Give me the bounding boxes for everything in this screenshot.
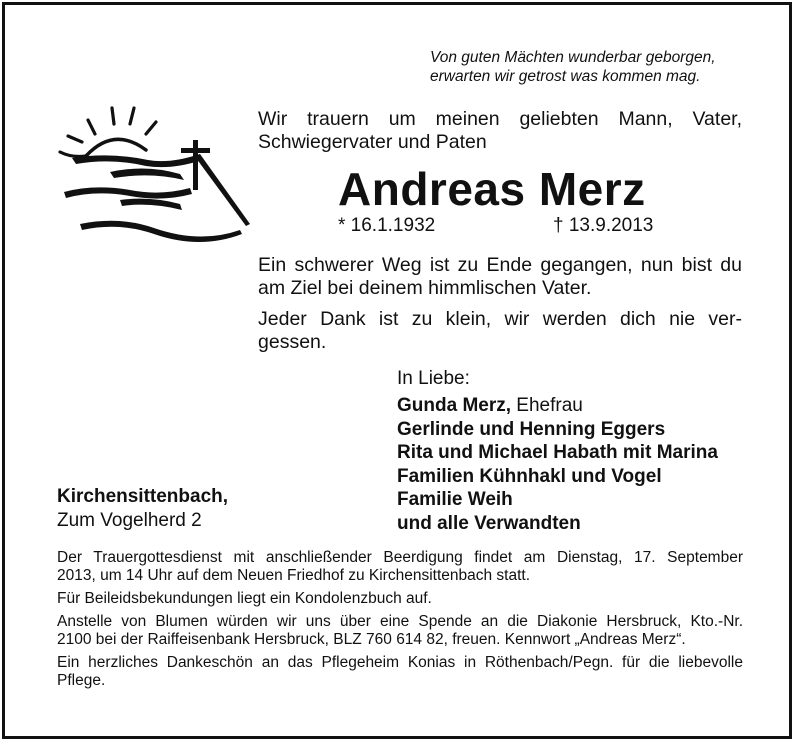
thanks-note (57, 654, 743, 690)
mourner-name: und alle Verwandten (397, 512, 581, 534)
address-block (57, 485, 228, 532)
note-line: Für Beileidsbekundungen liegt ein Kondolenzbuch auf. (57, 590, 432, 607)
motto-quote (430, 48, 730, 86)
note-line: Pflege. (57, 672, 106, 689)
service-note (57, 549, 743, 585)
condolence-note (57, 590, 743, 608)
mourner-name: Familie Weih (397, 489, 513, 510)
mourner-name: Gunda Merz, (397, 395, 512, 416)
death-date: † 13.9.2013 (553, 215, 654, 236)
motto-line: erwarten wir getrost was kommen mag. (430, 68, 701, 85)
motto-line: Von guten Mächten wunderbar geborgen, (430, 49, 716, 66)
intro-line: Wir trauern um meinen geliebten Mann, Vater, (258, 108, 742, 130)
intro-line: Schwiegervater und Paten (258, 131, 487, 153)
deceased-name: Andreas Merz (338, 163, 646, 215)
note-line: 2013, um 14 Uhr auf dem Neuen Friedhof zu Kirchensittenbach statt. (57, 567, 531, 584)
mourner-name: Rita und Michael Habath mit Marina (397, 442, 718, 463)
notes-block (57, 549, 743, 695)
mourner-item (397, 488, 718, 512)
verse-line: gessen. (258, 331, 327, 353)
mourner-role: Ehefrau (511, 395, 583, 416)
verse-line: am Ziel bei deinem himmlischen Vater. (258, 277, 592, 299)
note-line: Anstelle von Blumen würden wir uns über eine Spende an die Diakonie Hersbruck, Kto.-Nr. (57, 613, 743, 630)
verse-line: Jeder Dank ist zu klein, wir werden dich nie ver- (258, 308, 742, 330)
verse-line: Ein schwerer Weg ist zu Ende gegangen, nun bist du (258, 254, 742, 276)
mourner-item (397, 465, 718, 489)
intro-text (258, 108, 742, 154)
note-line: Ein herzliches Dankeschön an das Pflegeheim Konias in Röthenbach/Pegn. für die liebevolle (57, 654, 743, 671)
verse-text (258, 254, 742, 362)
mourner-item (397, 418, 718, 442)
mourner-name: Familien Kühnhakl und Vogel (397, 465, 662, 487)
mourner-item (397, 394, 718, 418)
donation-note (57, 613, 743, 649)
mourner-item (397, 441, 718, 465)
address-street: Zum Vogelherd 2 (57, 509, 202, 531)
mourner-item (397, 512, 718, 536)
mourners-heading: In Liebe: (397, 368, 470, 389)
birth-date: * 16.1.1932 (338, 215, 436, 236)
address-place: Kirchensittenbach, (57, 486, 229, 507)
note-line: Der Trauergottesdienst mit anschließender Beerdigung findet am Dienstag, 17. September (57, 549, 743, 566)
mourners-list (397, 394, 718, 535)
mourner-name: Gerlinde und Henning Eggers (397, 418, 666, 440)
sunrise-hills-cross-icon (50, 100, 260, 260)
note-line: 2100 bei der Raiffeisenbank Hersbruck, BLZ 760 614 82, freuen. Kennwort „Andreas Merz“. (57, 631, 686, 648)
